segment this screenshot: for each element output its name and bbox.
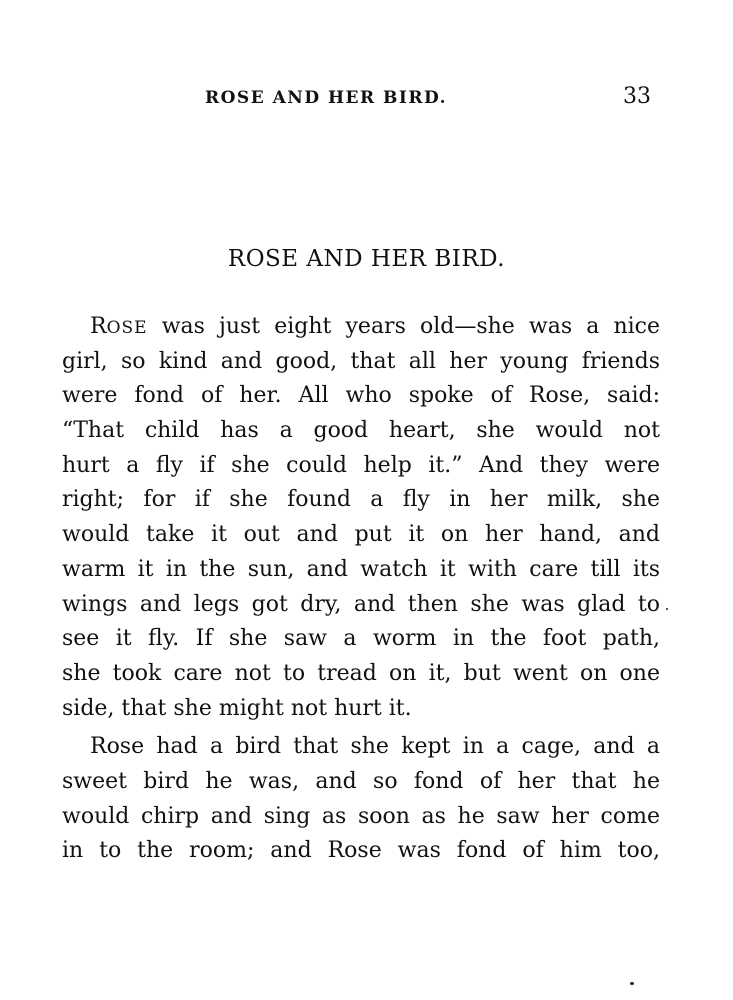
running-header: ROSE AND HER BIRD. xyxy=(205,88,448,108)
text-line: in to the room; and Rose was fond of him too, xyxy=(62,838,660,864)
text-line: would take it out and put it on her hand, and xyxy=(62,522,660,548)
text-line: right; for if she found a fly in her milk, she xyxy=(62,487,660,513)
text-line: would chirp and sing as soon as he saw her come xyxy=(62,803,660,829)
text-line: ROSE was just eight years old—she was a nice xyxy=(90,314,660,339)
text-line: hurt a fly if she could help it.” And they were xyxy=(62,452,660,478)
text-line: girl, so kind and good, that all her young friends xyxy=(62,348,660,374)
text-line: were fond of her. All who spoke of Rose, said: xyxy=(62,383,660,409)
text-line: side, that she might not hurt it. xyxy=(62,695,412,721)
text-line: warm it in the sun, and watch it with care till its xyxy=(62,556,660,582)
page-number: 33 xyxy=(623,84,651,109)
text-line: see it fly. If she saw a worm in the foot path, xyxy=(62,626,660,652)
small-caps-word: ROSE xyxy=(90,314,148,339)
chapter-title: ROSE AND HER BIRD. xyxy=(227,246,506,272)
text-line: Rose had a bird that she kept in a cage, and a xyxy=(90,734,660,760)
paragraph-2 xyxy=(62,730,660,869)
text-line: “That child has a good heart, she would not xyxy=(62,418,660,444)
text-line: wings and legs got dry, and then she was glad to xyxy=(62,591,660,617)
ink-speck xyxy=(630,982,634,985)
paragraph-1 xyxy=(62,310,660,726)
body-text xyxy=(62,310,660,869)
text-line: sweet bird he was, and so fond of her that he xyxy=(62,768,660,794)
ink-speck xyxy=(666,608,668,610)
text-line: she took care not to tread on it, but went on one xyxy=(62,660,660,686)
